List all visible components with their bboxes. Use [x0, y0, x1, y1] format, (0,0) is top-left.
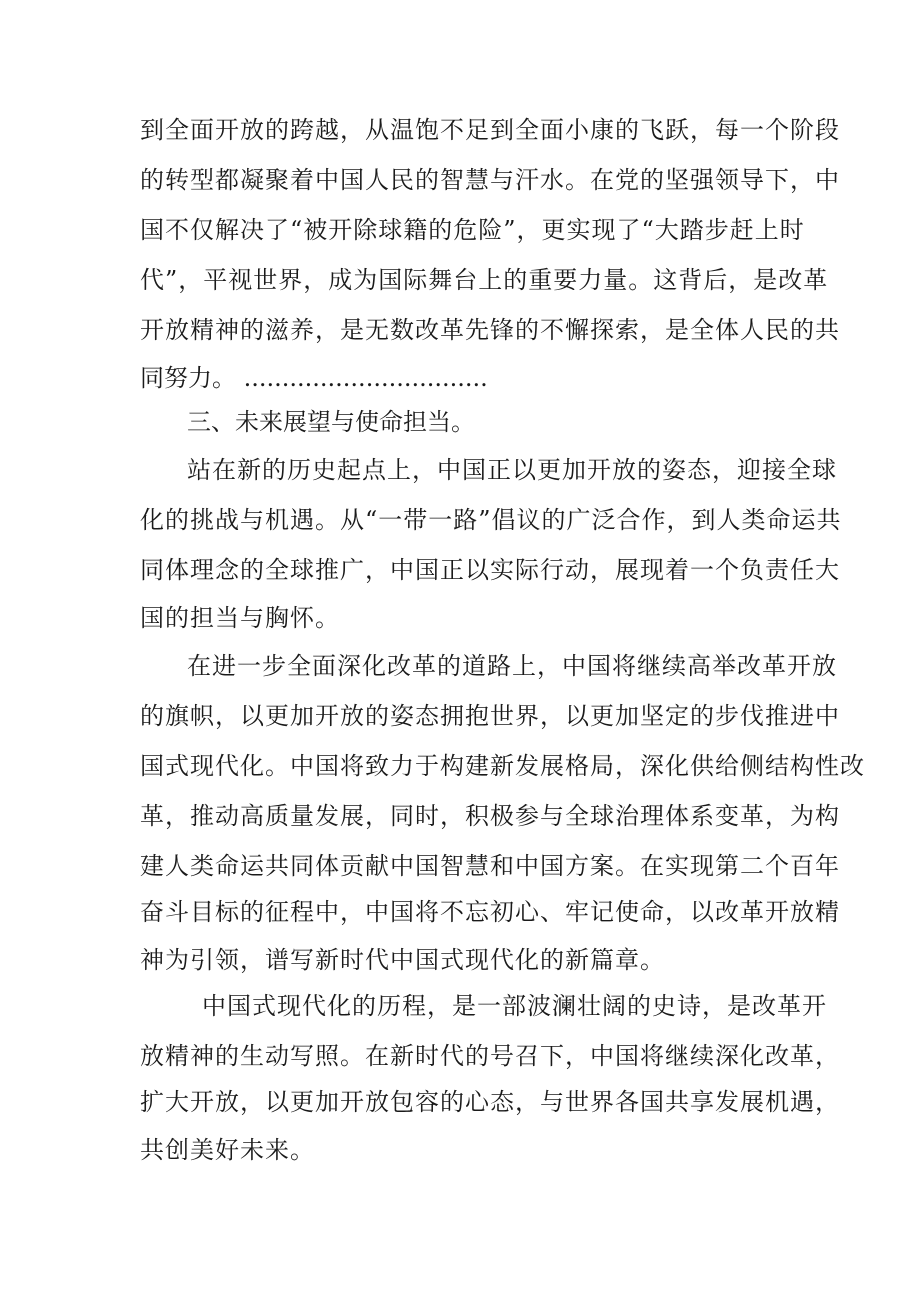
paragraph-line: 国的担当与胸怀。 [140, 604, 340, 632]
paragraph-line: 到全面开放的跨越，从温饱不足到全面小康的飞跃，每一个阶段 [140, 116, 840, 144]
paragraph-line: 扩大开放，以更加开放包容的心态，与世界各国共享发展机遇， [140, 1088, 840, 1116]
paragraph-line: 建人类命运共同体贡献中国智慧和中国方案。在实现第二个百年 [140, 852, 840, 880]
paragraph-line: 化的挑战与机遇。从“一带一路”倡议的广泛合作，到人类命运共 [140, 506, 842, 534]
paragraph-line: 同努力。 ................................ [140, 364, 488, 392]
paragraph-line: 国式现代化。中国将致力于构建新发展格局，深化供给侧结构性改 [140, 752, 865, 780]
paragraph-line: 放精神的生动写照。在新时代的号召下，中国将继续深化改革， [140, 1042, 840, 1070]
paragraph-line: 在进一步全面深化改革的道路上，中国将继续高举改革开放 [187, 652, 837, 680]
paragraph-line: 的旗帜，以更加开放的姿态拥抱世界，以更加坚定的步伐推进中 [140, 702, 840, 730]
paragraph-line: 神为引领，谱写新时代中国式现代化的新篇章。 [140, 946, 665, 974]
paragraph-line: 站在新的历史起点上，中国正以更加开放的姿态，迎接全球 [187, 456, 837, 484]
paragraph-line: 国不仅解决了“被开除球籍的危险”，更实现了“大踏步赶上时 [140, 216, 805, 244]
paragraph-line: 开放精神的滋养，是无数改革先锋的不懈探索，是全体人民的共 [140, 316, 840, 344]
paragraph-line: 的转型都凝聚着中国人民的智慧与汗水。在党的坚强领导下，中 [140, 166, 840, 194]
paragraph-line: 革，推动高质量发展，同时，积极参与全球治理体系变革，为构 [140, 802, 840, 830]
paragraph-line: 中国式现代化的历程，是一部波澜壮阔的史诗，是改革开 [202, 992, 827, 1020]
paragraph-line: 奋斗目标的征程中，中国将不忘初心、牢记使命，以改革开放精 [140, 898, 840, 926]
paragraph-line: 同体理念的全球推广，中国正以实际行动，展现着一个负责任大 [140, 556, 840, 584]
section-heading: 三、未来展望与使命担当。 [187, 408, 475, 436]
paragraph-line: 代”，平视世界，成为国际舞台上的重要力量。这背后，是改革 [140, 266, 829, 294]
paragraph-line: 共创美好未来。 [140, 1136, 315, 1164]
